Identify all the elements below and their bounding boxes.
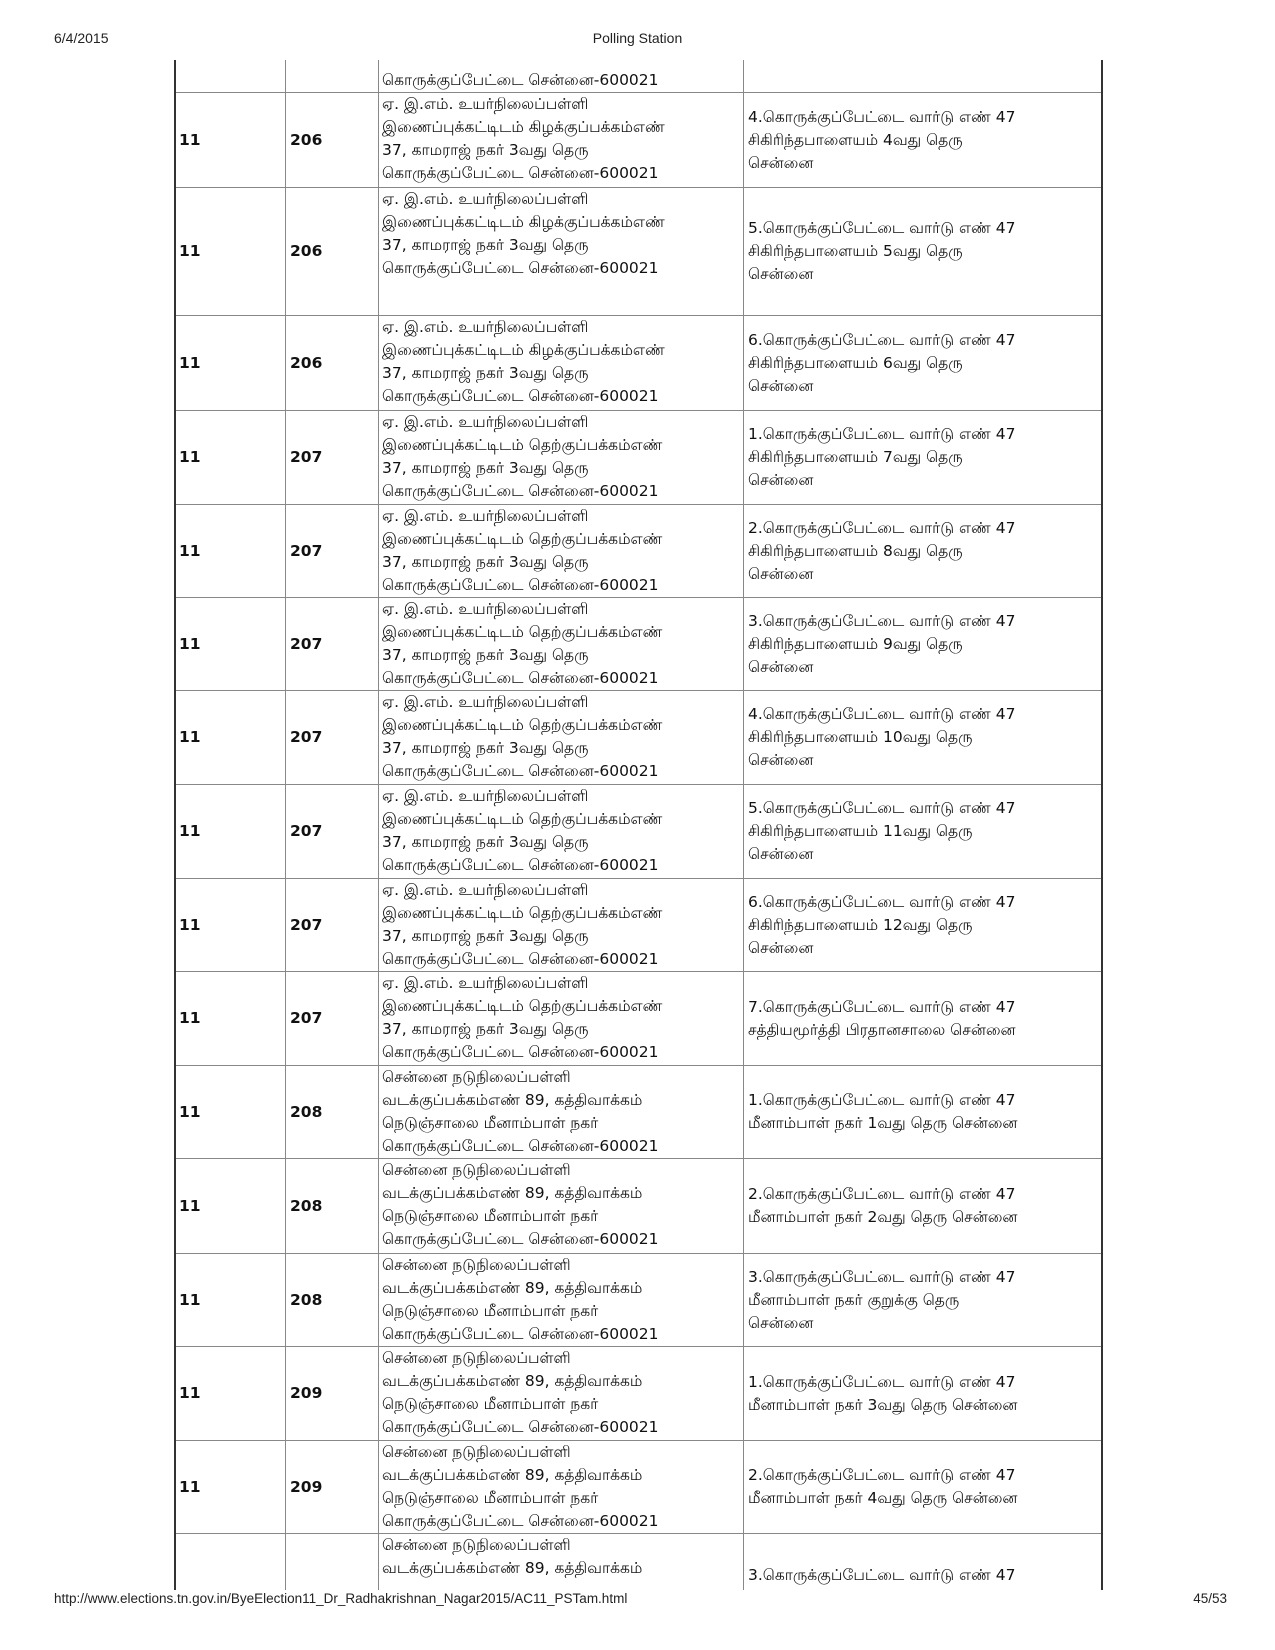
- table-row: [176, 785, 1101, 879]
- polling-area-cell-text: 5.கொருக்குப்பேட்டை வார்டு எண் 47 சிகிரிந்தபாளையம் 5வது தெரு சென்னை: [748, 219, 1016, 283]
- polling-station-location-cell-text: சென்னை நடுநிலைப்பள்ளி வடக்குப்பக்கம்எண் 89, கத்திவாக்கம் நெடுஞ்சாலை மீனாம்பாள் நகர் கொருக்குப்பேட்டை சென்னை-600021: [382, 1256, 659, 1343]
- polling-area-cell-text: 1.கொருக்குப்பேட்டை வார்டு எண் 47 மீனாம்பாள் நகர் 1வது தெரு சென்னை: [748, 1091, 1018, 1132]
- table-row: [176, 972, 1101, 1066]
- polling-station-table: [174, 60, 1103, 1590]
- polling-station-location-cell: [380, 411, 744, 504]
- polling-station-location-cell-text: ஏ. இ.எம். உயர்நிலைப்பள்ளி இணைப்புக்கட்டிடம் தெற்குப்பக்கம்எண் 37, காமராஜ் நகர் 3வது தெரு கொருக்குப்பேட்டை சென்னை-600021: [382, 974, 663, 1061]
- assembly-constituency-cell: [176, 505, 286, 597]
- assembly-constituency-cell-text: 11: [179, 541, 201, 560]
- polling-station-number-cell: [287, 1534, 379, 1590]
- assembly-constituency-cell-text: 11: [179, 1290, 201, 1309]
- polling-station-location-cell-text: ஏ. இ.எம். உயர்நிலைப்பள்ளி இணைப்புக்கட்டிடம் கிழக்குப்பக்கம்எண் 37, காமராஜ் நகர் 3வது தெரு கொருக்குப்பேட்டை சென்னை-600021: [382, 190, 665, 277]
- assembly-constituency-cell: [176, 1254, 286, 1346]
- polling-area-cell: [745, 60, 1101, 92]
- polling-area-cell-text: 4.கொருக்குப்பேட்டை வார்டு எண் 47 சிகிரிந்தபாளையம் 10வது தெரு சென்னை: [748, 705, 1016, 769]
- assembly-constituency-cell: [176, 411, 286, 504]
- assembly-constituency-cell-text: 11: [179, 448, 201, 466]
- table-row: [176, 1534, 1101, 1590]
- page-title: Polling Station: [592, 30, 683, 46]
- polling-station-location-cell-text: சென்னை நடுநிலைப்பள்ளி வடக்குப்பக்கம்எண் 89, கத்திவாக்கம் நெடுஞ்சாலை மீனாம்பாள் நகர் கொருக்குப்பேட்டை சென்னை-600021: [382, 1161, 659, 1248]
- table-row: [176, 1441, 1101, 1534]
- table-row: [176, 879, 1101, 972]
- polling-station-location-cell: [380, 316, 744, 410]
- polling-area-cell-text: 2.கொருக்குப்பேட்டை வார்டு எண் 47 மீனாம்பாள் நகர் 2வது தெரு சென்னை: [748, 1185, 1018, 1226]
- assembly-constituency-cell: [176, 1347, 286, 1440]
- polling-area-cell-text: 1.கொருக்குப்பேட்டை வார்டு எண் 47 மீனாம்பாள் நகர் 3வது தெரு சென்னை: [748, 1372, 1018, 1414]
- assembly-constituency-cell: [176, 785, 286, 878]
- polling-station-number-cell: [287, 972, 379, 1065]
- polling-station-location-cell-text: ஏ. இ.எம். உயர்நிலைப்பள்ளி இணைப்புக்கட்டிடம் கிழக்குப்பக்கம்எண் 37, காமராஜ் நகர் 3வது தெரு கொருக்குப்பேட்டை சென்னை-600021: [382, 318, 665, 405]
- polling-station-location-cell: [380, 1534, 744, 1590]
- table-row: [176, 505, 1101, 598]
- assembly-constituency-cell-text: 11: [179, 1009, 201, 1027]
- assembly-constituency-cell-text: 11: [179, 1196, 201, 1215]
- polling-area-cell: [745, 188, 1101, 315]
- polling-station-location-cell: [380, 598, 744, 690]
- polling-station-number-cell: [287, 60, 379, 92]
- polling-station-location-cell-text: ஏ. இ.எம். உயர்நிலைப்பள்ளி இணைப்புக்கட்டிடம் தெற்குப்பக்கம்எண் 37, காமராஜ் நகர் 3வது தெரு கொருக்குப்பேட்டை சென்னை-600021: [382, 787, 663, 874]
- table-row: [176, 316, 1101, 411]
- table-row: [176, 188, 1101, 316]
- assembly-constituency-cell-text: 11: [179, 1384, 201, 1402]
- assembly-constituency-cell: [176, 598, 286, 690]
- polling-station-number-cell: [287, 691, 379, 784]
- table-row: [176, 1254, 1101, 1347]
- polling-area-cell: [745, 972, 1101, 1065]
- assembly-constituency-cell-text: 11: [179, 353, 201, 372]
- table-row: [176, 691, 1101, 785]
- polling-area-cell-text: 6.கொருக்குப்பேட்டை வார்டு எண் 47 சிகிரிந்தபாளையம் 6வது தெரு சென்னை: [748, 330, 1016, 395]
- assembly-constituency-cell: [176, 1159, 286, 1253]
- polling-station-number-cell: [287, 879, 379, 971]
- polling-area-cell-text: 6.கொருக்குப்பேட்டை வார்டு எண் 47 சிகிரிந்தபாளையம் 12வது தெரு சென்னை: [748, 892, 1016, 957]
- polling-station-number-cell-text: 208: [290, 1196, 323, 1215]
- polling-station-location-cell: [380, 505, 744, 597]
- assembly-constituency-cell: [176, 1534, 286, 1590]
- polling-area-cell-text: 2.கொருக்குப்பேட்டை வார்டு எண் 47 மீனாம்பாள் நகர் 4வது தெரு சென்னை: [748, 1466, 1018, 1507]
- polling-station-location-cell: [380, 60, 744, 92]
- polling-station-location-cell: [380, 1254, 744, 1346]
- polling-station-number-cell-text: 207: [290, 728, 323, 746]
- polling-area-cell-text: 7.கொருக்குப்பேட்டை வார்டு எண் 47 சத்தியமூர்த்தி பிரதானசாலை சென்னை: [748, 997, 1016, 1039]
- polling-area-cell: [745, 598, 1101, 690]
- polling-station-number-cell: [287, 1159, 379, 1253]
- table-row: [176, 411, 1101, 505]
- polling-area-cell-text: 3.கொருக்குப்பேட்டை வார்டு எண் 47: [748, 1566, 1016, 1584]
- table-row: [176, 1159, 1101, 1254]
- polling-area-cell-text: 3.கொருக்குப்பேட்டை வார்டு எண் 47 சிகிரிந்தபாளையம் 9வது தெரு சென்னை: [748, 611, 1016, 676]
- assembly-constituency-cell: [176, 93, 286, 187]
- polling-station-number-cell: [287, 1066, 379, 1158]
- polling-area-cell: [745, 691, 1101, 784]
- polling-area-cell: [745, 1066, 1101, 1158]
- assembly-constituency-cell: [176, 972, 286, 1065]
- polling-station-number-cell-text: 208: [290, 1102, 323, 1121]
- polling-station-location-cell: [380, 691, 744, 784]
- polling-station-number-cell-text: 209: [290, 1477, 323, 1496]
- polling-area-cell: [745, 1254, 1101, 1346]
- polling-station-location-cell-text: ஏ. இ.எம். உயர்நிலைப்பள்ளி இணைப்புக்கட்டிடம் கிழக்குப்பக்கம்எண் 37, காமராஜ் நகர் 3வது தெரு கொருக்குப்பேட்டை சென்னை-600021: [382, 95, 665, 182]
- polling-station-location-cell: [380, 879, 744, 971]
- polling-station-number-cell: [287, 1441, 379, 1533]
- table-row: [176, 1347, 1101, 1441]
- polling-station-number-cell: [287, 598, 379, 690]
- polling-station-location-cell-text: கொருக்குப்பேட்டை சென்னை-600021: [382, 71, 659, 89]
- assembly-constituency-cell-text: 11: [179, 634, 201, 653]
- assembly-constituency-cell-text: 11: [179, 1102, 201, 1121]
- polling-station-location-cell-text: ஏ. இ.எம். உயர்நிலைப்பள்ளி இணைப்புக்கட்டிடம் தெற்குப்பக்கம்எண் 37, காமராஜ் நகர் 3வது தெரு கொருக்குப்பேட்டை சென்னை-600021: [382, 600, 663, 687]
- polling-area-cell-text: 4.கொருக்குப்பேட்டை வார்டு எண் 47 சிகிரிந்தபாளையம் 4வது தெரு சென்னை: [748, 107, 1016, 172]
- polling-station-number-cell-text: 207: [290, 915, 323, 934]
- assembly-constituency-cell: [176, 691, 286, 784]
- polling-station-number-cell: [287, 505, 379, 597]
- polling-station-location-cell-text: சென்னை நடுநிலைப்பள்ளி வடக்குப்பக்கம்எண் 89, கத்திவாக்கம் நெடுஞ்சாலை மீனாம்பாள் நகர் கொருக்குப்பேட்டை சென்னை-600021: [382, 1443, 659, 1530]
- polling-station-location-cell: [380, 972, 744, 1065]
- polling-station-number-cell: [287, 1347, 379, 1440]
- polling-station-location-cell-text: சென்னை நடுநிலைப்பள்ளி வடக்குப்பக்கம்எண் 89, கத்திவாக்கம் நெடுஞ்சாலை மீனாம்பாள் நகர் கொருக்குப்பேட்டை சென்னை-600021: [382, 1349, 659, 1436]
- polling-station-number-cell-text: 206: [290, 242, 323, 260]
- polling-station-number-cell: [287, 1254, 379, 1346]
- polling-station-number-cell-text: 209: [290, 1384, 323, 1402]
- polling-area-cell: [745, 1534, 1101, 1590]
- table-row: [176, 93, 1101, 188]
- polling-station-number-cell-text: 207: [290, 634, 323, 653]
- assembly-constituency-cell: [176, 316, 286, 410]
- polling-station-number-cell-text: 207: [290, 541, 323, 560]
- assembly-constituency-cell: [176, 188, 286, 315]
- polling-station-number-cell-text: 207: [290, 448, 323, 466]
- polling-station-location-cell: [380, 1441, 744, 1533]
- assembly-constituency-cell-text: 11: [179, 130, 201, 149]
- polling-station-location-cell: [380, 1159, 744, 1253]
- polling-area-cell-text: 5.கொருக்குப்பேட்டை வார்டு எண் 47 சிகிரிந்தபாளையம் 11வது தெரு சென்னை: [748, 799, 1016, 863]
- polling-station-location-cell-text: சென்னை நடுநிலைப்பள்ளி வடக்குப்பக்கம்எண் 89, கத்திவாக்கம் நெடுஞ்சாலை மீனாம்பாள் நகர் கொருக்குப்பேட்டை சென்னை-600021: [382, 1068, 659, 1155]
- polling-station-number-cell: [287, 93, 379, 187]
- print-date: 6/4/2015: [54, 30, 109, 46]
- polling-area-cell: [745, 785, 1101, 878]
- polling-station-location-cell-text: ஏ. இ.எம். உயர்நிலைப்பள்ளி இணைப்புக்கட்டிடம் தெற்குப்பக்கம்எண் 37, காமராஜ் நகர் 3வது தெரு கொருக்குப்பேட்டை சென்னை-600021: [382, 693, 663, 780]
- polling-station-number-cell-text: 208: [290, 1290, 323, 1309]
- polling-station-number-cell: [287, 188, 379, 315]
- polling-area-cell: [745, 879, 1101, 971]
- polling-area-cell: [745, 93, 1101, 187]
- page-number: 45/53: [1193, 1591, 1227, 1606]
- polling-area-cell: [745, 316, 1101, 410]
- table-row: [176, 598, 1101, 691]
- polling-station-location-cell: [380, 1066, 744, 1158]
- assembly-constituency-cell-text: 11: [179, 822, 201, 840]
- polling-station-location-cell-text: சென்னை நடுநிலைப்பள்ளி வடக்குப்பக்கம்எண் 89, கத்திவாக்கம்: [382, 1536, 643, 1577]
- polling-station-number-cell-text: 206: [290, 130, 323, 149]
- polling-area-cell: [745, 411, 1101, 504]
- polling-area-cell-text: 2.கொருக்குப்பேட்டை வார்டு எண் 47 சிகிரிந்தபாளையம் 8வது தெரு சென்னை: [748, 518, 1016, 583]
- polling-area-cell: [745, 505, 1101, 597]
- assembly-constituency-cell-text: 11: [179, 1477, 201, 1496]
- polling-station-number-cell: [287, 316, 379, 410]
- polling-station-location-cell-text: ஏ. இ.எம். உயர்நிலைப்பள்ளி இணைப்புக்கட்டிடம் தெற்குப்பக்கம்எண் 37, காமராஜ் நகர் 3வது தெரு கொருக்குப்பேட்டை சென்னை-600021: [382, 507, 663, 594]
- polling-area-cell: [745, 1159, 1101, 1253]
- polling-station-location-cell: [380, 785, 744, 878]
- assembly-constituency-cell: [176, 1066, 286, 1158]
- assembly-constituency-cell: [176, 1441, 286, 1533]
- assembly-constituency-cell-text: 11: [179, 915, 201, 934]
- polling-station-number-cell: [287, 785, 379, 878]
- polling-station-location-cell: [380, 188, 744, 315]
- polling-station-location-cell: [380, 1347, 744, 1440]
- polling-station-location-cell-text: ஏ. இ.எம். உயர்நிலைப்பள்ளி இணைப்புக்கட்டிடம் தெற்குப்பக்கம்எண் 37, காமராஜ் நகர் 3வது தெரு கொருக்குப்பேட்டை சென்னை-600021: [382, 413, 663, 500]
- polling-area-cell: [745, 1347, 1101, 1440]
- polling-station-number-cell-text: 207: [290, 822, 323, 840]
- assembly-constituency-cell-text: 11: [179, 728, 201, 746]
- polling-area-cell-text: 3.கொருக்குப்பேட்டை வார்டு எண் 47 மீனாம்பாள் நகர் குறுக்கு தெரு சென்னை: [748, 1267, 1016, 1332]
- assembly-constituency-cell: [176, 60, 286, 92]
- polling-station-location-cell-text: ஏ. இ.எம். உயர்நிலைப்பள்ளி இணைப்புக்கட்டிடம் தெற்குப்பக்கம்எண் 37, காமராஜ் நகர் 3வது தெரு கொருக்குப்பேட்டை சென்னை-600021: [382, 881, 663, 968]
- polling-station-number-cell-text: 206: [290, 353, 323, 372]
- polling-station-location-cell: [380, 93, 744, 187]
- polling-station-number-cell-text: 207: [290, 1009, 323, 1027]
- assembly-constituency-cell-text: 11: [179, 242, 201, 260]
- assembly-constituency-cell: [176, 879, 286, 971]
- page-url: http://www.elections.tn.gov.in/ByeElection11_Dr_Radhakrishnan_Nagar2015/AC11_PSTam.html: [54, 1591, 628, 1606]
- table-row: [176, 60, 1101, 93]
- polling-area-cell-text: 1.கொருக்குப்பேட்டை வார்டு எண் 47 சிகிரிந்தபாளையம் 7வது தெரு சென்னை: [748, 425, 1016, 489]
- polling-station-number-cell: [287, 411, 379, 504]
- table-row: [176, 1066, 1101, 1159]
- polling-area-cell: [745, 1441, 1101, 1533]
